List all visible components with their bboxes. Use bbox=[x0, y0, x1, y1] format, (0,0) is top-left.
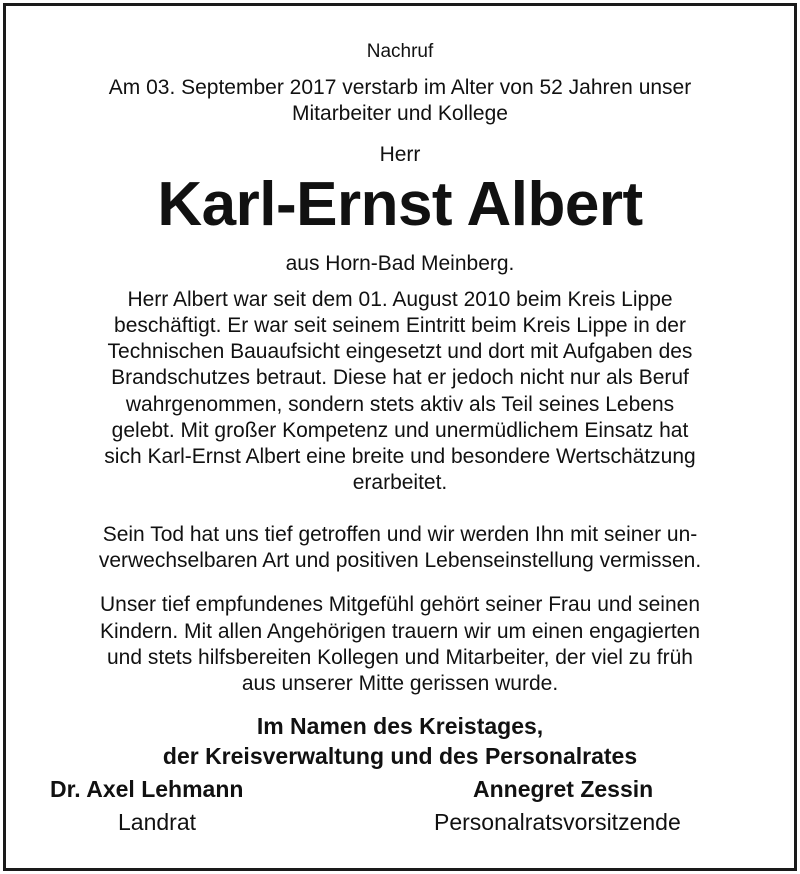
paragraph-1-line: beschäftigt. Er war seit seinem Eintritt beim Kreis Lippe in der bbox=[114, 314, 686, 337]
closing-line-1: Im Namen des Kreistages, bbox=[256, 713, 544, 739]
paragraph-1-line: wahrgenommen, sondern stets aktiv als Teil seines Lebens bbox=[125, 393, 675, 416]
notice-title: Nachruf bbox=[366, 41, 434, 62]
paragraph-3-line: und stets hilfsbereiten Kollegen und Mitarbeiter, der viel zu früh bbox=[106, 646, 693, 669]
signer-right-title: Personalratsvorsitzende bbox=[434, 809, 681, 835]
closing-line-2: der Kreisverwaltung und des Personalrates bbox=[162, 743, 638, 769]
paragraph-1-line: gelebt. Mit großer Kompetenz und unermüdlichem Einsatz hat bbox=[111, 419, 689, 442]
signer-left-title: Landrat bbox=[118, 809, 197, 835]
deceased-name: Karl-Ernst Albert bbox=[157, 170, 643, 239]
signer-right-name: Annegret Zessin bbox=[473, 776, 654, 802]
paragraph-1-line: Technischen Bauaufsicht eingesetzt und dort mit Aufgaben des bbox=[107, 340, 693, 363]
paragraph-1-line: Brandschutzes betraut. Diese hat er jedoch nicht nur als Beruf bbox=[111, 366, 689, 389]
paragraph-3-line: aus unserer Mitte gerissen wurde. bbox=[241, 672, 559, 695]
paragraph-3-line: Kindern. Mit allen Angehörigen trauern wir um einen engagierten bbox=[99, 620, 701, 643]
origin-line: aus Horn-Bad Meinberg. bbox=[285, 252, 515, 275]
paragraph-2-line: Sein Tod hat uns tief getroffen und wir werden Ihn mit seiner un- bbox=[102, 523, 698, 546]
intro-line-2: Mitarbeiter und Kollege bbox=[292, 102, 508, 125]
paragraph-2-line: verwechselbaren Art und positiven Lebenseinstellung vermissen. bbox=[98, 549, 702, 572]
paragraph-3-line: Unser tief empfundenes Mitgefühl gehört seiner Frau und seinen bbox=[99, 593, 701, 616]
paragraph-1-line: erarbeitet. bbox=[352, 471, 448, 494]
paragraph-1-line: Herr Albert war seit dem 01. August 2010 beim Kreis Lippe bbox=[127, 288, 673, 311]
signer-left-name: Dr. Axel Lehmann bbox=[50, 776, 244, 802]
paragraph-1-line: sich Karl-Ernst Albert eine breite und besondere Wertschätzung bbox=[104, 445, 696, 468]
salutation: Herr bbox=[379, 143, 421, 166]
intro-line-1: Am 03. September 2017 verstarb im Alter von 52 Jahren unser bbox=[108, 76, 692, 99]
